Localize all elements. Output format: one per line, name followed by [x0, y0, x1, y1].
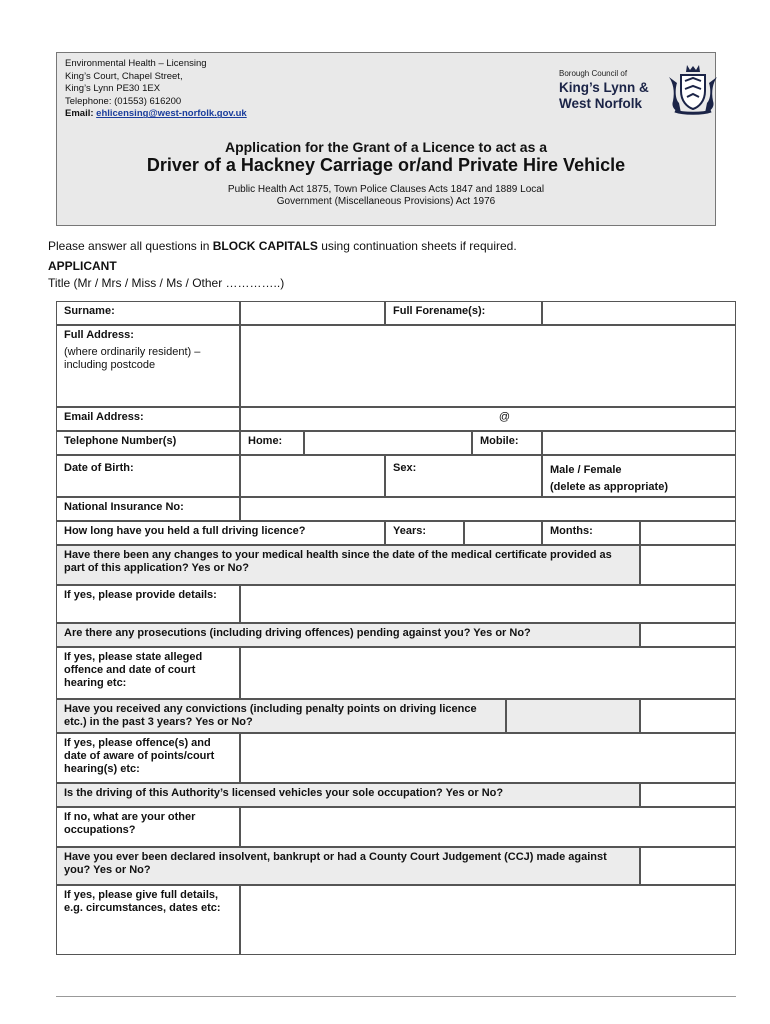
- convictions-details-label: If yes, please offence(s) and date of aware of points/court hearing(s) etc:: [56, 733, 240, 783]
- logo-line-1: King’s Lynn &: [559, 80, 649, 95]
- ni-field[interactable]: [240, 497, 736, 521]
- months-label: Months:: [542, 521, 640, 545]
- form-subtitle: Application for the Grant of a Licence to act as a: [224, 139, 548, 155]
- insolvency-details-field[interactable]: [240, 885, 736, 955]
- months-field[interactable]: [640, 521, 736, 545]
- medical-details-label: If yes, please provide details:: [56, 585, 240, 623]
- convictions-details-field[interactable]: [240, 733, 736, 783]
- council-address: [65, 58, 247, 121]
- telephone-label: Telephone Number(s): [56, 431, 240, 455]
- dob-field[interactable]: [240, 455, 385, 497]
- convictions-question-shade: [506, 699, 640, 733]
- logo-line-2: West Norfolk: [559, 96, 643, 111]
- email-label: Email:: [65, 108, 94, 120]
- address-label: Full Address: (where ordinarily resident) – including postcode: [56, 325, 240, 407]
- address-line: King’s Lynn PE30 1EX: [65, 83, 161, 95]
- legislation-line-2: Government (Miscellaneous Provisions) Act 1976: [276, 196, 496, 207]
- home-phone-field[interactable]: [304, 431, 472, 455]
- insolvency-answer-field[interactable]: [640, 847, 736, 885]
- prosecution-details-field[interactable]: [240, 647, 736, 699]
- email-field[interactable]: [240, 407, 736, 431]
- licence-duration-question: How long have you held a full driving licence?: [56, 521, 385, 545]
- email-label: Email Address:: [56, 407, 240, 431]
- medical-answer-field[interactable]: [640, 545, 736, 585]
- title-prompt: Title (Mr / Mrs / Miss / Ms / Other …………..): [48, 276, 285, 290]
- header-box: [56, 52, 716, 226]
- applicant-heading: APPLICANT: [48, 259, 117, 273]
- address-line: Telephone: (01553) 616200: [65, 95, 182, 107]
- instructions: Please answer all questions in BLOCK CAPITALS using continuation sheets if required.: [48, 239, 517, 253]
- email-link[interactable]: ehlicensing@west-norfolk.gov.uk: [96, 108, 247, 120]
- legislation-line-1: Public Health Act 1875, Town Police Clauses Acts 1847 and 1889 Local: [227, 184, 545, 195]
- occupation-question: Is the driving of this Authority’s licensed vehicles your sole occupation? Yes or No?: [56, 783, 640, 807]
- years-label: Years:: [385, 521, 464, 545]
- coat-of-arms-icon: [665, 63, 721, 115]
- footer-rule: [56, 996, 736, 997]
- home-label: Home:: [240, 431, 304, 455]
- ni-label: National Insurance No:: [56, 497, 240, 521]
- forenames-label: Full Forename(s):: [385, 301, 542, 325]
- sex-field[interactable]: Male / Female (delete as appropriate): [542, 455, 736, 497]
- surname-label: Surname:: [56, 301, 240, 325]
- years-field[interactable]: [464, 521, 542, 545]
- medical-details-field[interactable]: [240, 585, 736, 623]
- surname-field[interactable]: [240, 301, 385, 325]
- other-occupations-field[interactable]: [240, 807, 736, 847]
- other-occupations-label: If no, what are your other occupations?: [56, 807, 240, 847]
- prosecution-details-label: If yes, please state alleged offence and date of court hearing etc:: [56, 647, 240, 699]
- convictions-question: Have you received any convictions (including penalty points on driving licence etc.) in the past 3 years? Yes or No?: [56, 699, 506, 733]
- address-line: Environmental Health – Licensing: [65, 58, 207, 69]
- forenames-field[interactable]: [542, 301, 736, 325]
- prosecution-answer-field[interactable]: [640, 623, 736, 647]
- mobile-label: Mobile:: [472, 431, 542, 455]
- sex-label: Sex:: [385, 455, 542, 497]
- address-field[interactable]: [240, 325, 736, 407]
- mobile-field[interactable]: [542, 431, 736, 455]
- dob-label: Date of Birth:: [56, 455, 240, 497]
- address-line: King’s Court, Chapel Street,: [65, 70, 183, 82]
- form-title: Driver of a Hackney Carriage or/and Private Hire Vehicle: [146, 155, 626, 175]
- convictions-answer-field[interactable]: [640, 699, 736, 733]
- council-logo: [559, 63, 729, 118]
- medical-question: Have there been any changes to your medical health since the date of the medical certificate provided as part of this application? Yes or No?: [56, 545, 640, 585]
- insolvency-question: Have you ever been declared insolvent, bankrupt or had a County Court Judgement (CCJ) made against you? Yes or No?: [56, 847, 640, 885]
- at-symbol: @: [498, 411, 511, 423]
- email-line: [65, 108, 247, 121]
- prosecution-question: Are there any prosecutions (including driving offences) pending against you? Yes or No?: [56, 623, 640, 647]
- logo-small-text: Borough Council of: [559, 69, 628, 78]
- insolvency-details-label: If yes, please give full details, e.g. circumstances, dates etc:: [56, 885, 240, 955]
- occupation-answer-field[interactable]: [640, 783, 736, 807]
